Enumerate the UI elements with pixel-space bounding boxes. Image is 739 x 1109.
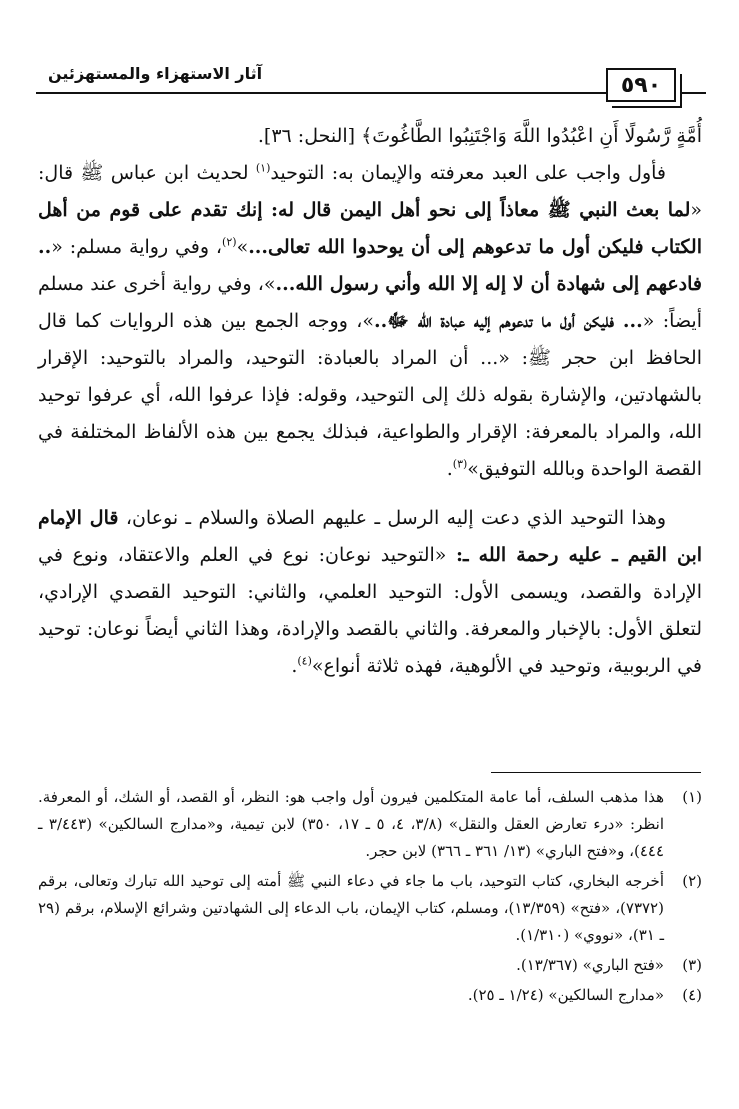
paragraph-2 bbox=[38, 500, 702, 685]
footnotes bbox=[38, 784, 702, 1012]
footnote-text: «فتح الباري» (١٣/٣٦٧). bbox=[516, 956, 664, 974]
footnote-ref-3[interactable]: (٣) bbox=[452, 457, 468, 471]
running-title: آثار الاستهزاء والمستهزئين bbox=[48, 64, 263, 83]
footnote-ref-1[interactable]: (١) bbox=[255, 161, 271, 175]
footnote-text: هذا مذهب السلف، أما عامة المتكلمين فيرون أول واجب هو: النظر، أو القصد، أو الشك، أو المعرفة. انظر: «درء تعارض العقل والنقل» (٣/٨، ٤، ٥ ـ ١٧، ٣٥٠) لابن تيمية، و«مدارج السالكين» (٣/٤٤٣ ـ ٤٤٤)، و«فتح الباري» (١٣/ ٣٦١ ـ ٣٦٦) لابن حجر. bbox=[38, 788, 665, 860]
ibn-qayyim-attribution: قال الإمام ابن القيم ـ عليه رحمة الله ـ: bbox=[38, 507, 703, 566]
page-number: ٥٩٠ bbox=[606, 68, 676, 102]
main-text bbox=[38, 118, 702, 685]
footnote-item bbox=[38, 868, 702, 949]
p1-text-j: . bbox=[446, 458, 453, 480]
footnote-number: (٢) bbox=[682, 872, 702, 890]
p1-text-i: »، ووجه الجمع بين هذه الروايات كما قال الحافظ ابن حجر ﷺ: «... أن المراد بالعبادة: التوحيد، والمراد بالتوحيد: الإقرار بالشهادتين، والإشارة بقوله ذلك إلى التوحيد، وقوله: فإذا عرفوا الله، أي عرفوا توحيد الله، والمراد بالمعرفة: الإقرار والطواعية، فبذلك يجمع بين هذه الألفاظ المختلفة في القصة الواحدة وبالله التوفيق» bbox=[38, 310, 702, 480]
footnote-item bbox=[38, 952, 702, 979]
p2-text-d: . bbox=[291, 655, 298, 677]
p1-text-a: فأول واجب على العبد معرفته والإيمان به: التوحيد bbox=[270, 162, 666, 184]
footnote-text: «مدارج السالكين» (١/٢٤ ـ ٢٥). bbox=[467, 986, 664, 1004]
hadith-quote-2: .. فادعهم إلى شهادة أن لا إله إلا الله وأني رسول الله... bbox=[38, 236, 703, 295]
p1-text-g: »، وفي رواية أخرى عند مسلم أيضاً: « bbox=[38, 273, 702, 332]
page-header bbox=[36, 58, 706, 110]
footnote-ref-2[interactable]: (٢) bbox=[222, 235, 237, 249]
footnote-ref-4[interactable]: (٤) bbox=[297, 654, 312, 668]
p1-text-b: لحديث ابن عباس ﷺ قال: « bbox=[38, 162, 702, 221]
paragraph-1 bbox=[38, 155, 702, 488]
footnote-item bbox=[38, 982, 702, 1009]
footnote-item bbox=[38, 784, 702, 865]
footnote-number: (٣) bbox=[682, 956, 702, 974]
hadith-quote-3: ... فليكن أول ما تدعوهم إليه عبادة الله ﷻ.. bbox=[374, 310, 643, 332]
p1-text-e: ، وفي رواية مسلم: « bbox=[51, 236, 223, 258]
hadith-quote-1: لما بعث النبي ﷺ معاذاً إلى نحو أهل اليمن قال له: إنك تقدم على قوم من أهل الكتاب فليكن أول ما تدعوهم إلى أن يوحدوا الله تعالى... bbox=[38, 199, 702, 258]
p1-text-d: » bbox=[236, 236, 249, 258]
verse-text: أُمَّةٍ رَّسُولًا أَنِ اعْبُدُوا اللَّهَ وَاجْتَنِبُوا الطَّاغُوتَ﴾ [النحل: ٣٦]. bbox=[257, 125, 702, 147]
footnote-text: أخرجه البخاري، كتاب التوحيد، باب ما جاء في دعاء النبي ﷺ أمته إلى توحيد الله تبارك وتعالى، برقم (٧٣٧٢)، «فتح» (١٣/٣٥٩)، ومسلم، كتاب الإيمان، باب الدعاء إلى الشهادتين وشرائع الإسلام، برقم (٢٩ ـ ٣١)، «نووي» (١/٣١٠). bbox=[38, 872, 664, 944]
p2-text-c: «التوحيد نوعان: نوع في العلم والاعتقاد، ونوع في الإرادة والقصد، ويسمى الأول: التوحيد العلمي، والثاني: التوحيد القصدي الإرادي، لتعلق الأول: بالإخبار والمعرفة. والثاني بالقصد والإرادة، وهذا الثاني أيضاً نوعان: توحيد في الربوبية، وتوحيد في الألوهية، فهذه ثلاثة أنواع» bbox=[38, 544, 702, 677]
footnote-separator bbox=[491, 772, 701, 773]
header-tick bbox=[686, 92, 706, 94]
footnote-number: (٤) bbox=[682, 986, 702, 1004]
quran-verse bbox=[38, 118, 702, 155]
footnote-number: (١) bbox=[682, 788, 702, 806]
p2-text-a: وهذا التوحيد الذي دعت إليه الرسل ـ عليهم الصلاة والسلام ـ نوعان، bbox=[118, 507, 666, 529]
